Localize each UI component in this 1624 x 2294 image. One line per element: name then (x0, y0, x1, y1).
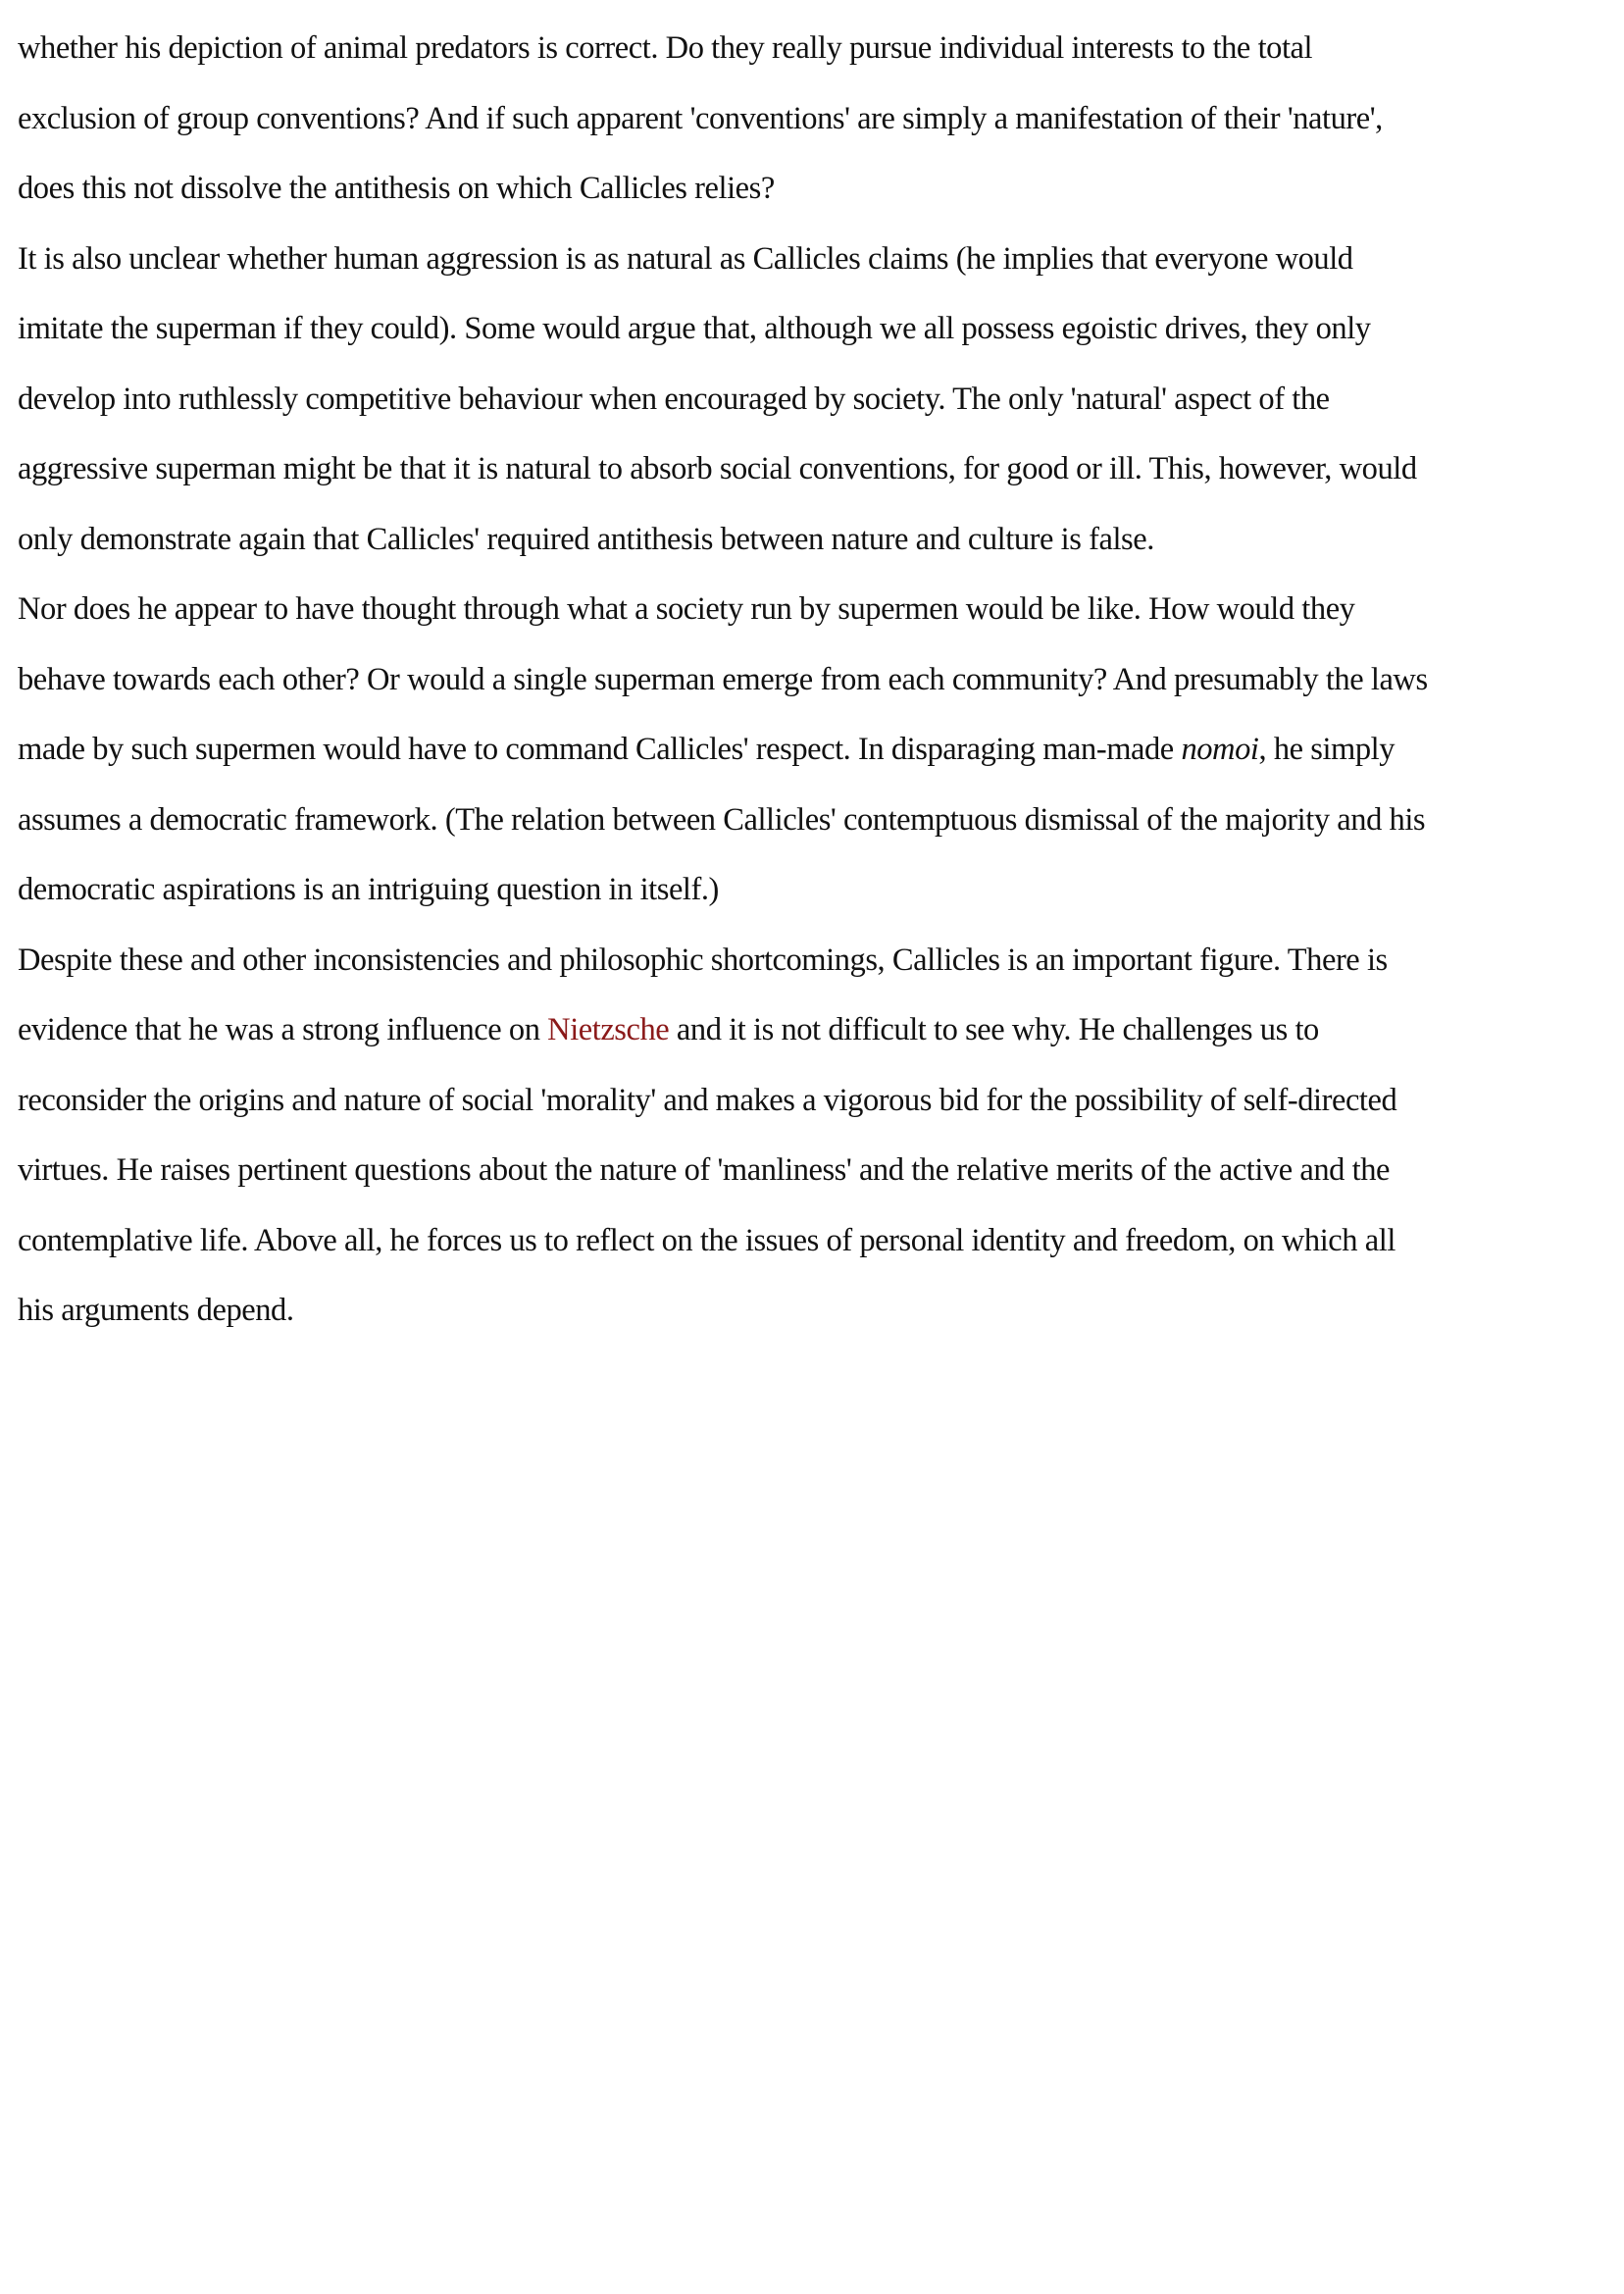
text-line: imitate the superman if they could). Some would argue that, although we all possess egoistic drives, they only (18, 311, 1371, 346)
text-line: does this not dissolve the antithesis on which Callicles relies? (18, 171, 775, 206)
text-segment: and it is not difficult to see why. He challenges us to (669, 1012, 1319, 1047)
text-segment: made by such supermen would have to command Callicles' respect. In disparaging man-made (18, 732, 1182, 767)
text-line: It is also unclear whether human aggression is as natural as Callicles claims (he implies that everyone would (18, 240, 1353, 277)
text-line: democratic aspirations is an intriguing question in itself.) (18, 872, 719, 907)
nomoi-emphasis: nomoi (1181, 732, 1259, 767)
text-line: exclusion of group conventions? And if such apparent 'conventions' are simply a manifestation of their 'nature', (18, 100, 1383, 136)
nietzsche-link[interactable]: Nietzsche (547, 1012, 670, 1047)
text-line: reconsider the origins and nature of social 'morality' and makes a vigorous bid for the possibility of self-directed (18, 1082, 1397, 1118)
text-line (18, 995, 1469, 1066)
text-segment: evidence that he was a strong influence on (18, 1012, 548, 1047)
text-line: develop into ruthlessly competitive behaviour when encouraged by society. The only 'natural' aspect of the (18, 381, 1330, 417)
text-line: Despite these and other inconsistencies and philosophic shortcomings, Callicles is an important figure. There is (18, 942, 1388, 978)
paragraph-society-of-supermen (18, 575, 1469, 926)
document-page (18, 14, 1469, 1347)
text-line: behave towards each other? Or would a single superman emerge from each community? And presumably the laws (18, 661, 1428, 697)
text-line: assumes a democratic framework. (The relation between Callicles' contemptuous dismissal of the majority and his (18, 801, 1426, 838)
text-line: virtues. He raises pertinent questions about the nature of 'manliness' and the relative merits of the active and the (18, 1152, 1390, 1188)
paragraph-callicles-importance (18, 926, 1469, 1347)
text-line: only demonstrate again that Callicles' required antithesis between nature and culture is false. (18, 521, 1154, 557)
text-line: aggressive superman might be that it is natural to absorb social conventions, for good or ill. This, however, would (18, 451, 1417, 486)
text-segment: , he simply (1258, 732, 1396, 767)
text-line (18, 715, 1469, 786)
text-line: contemplative life. Above all, he forces us to reflect on the issues of personal identity and freedom, on which all (18, 1222, 1396, 1258)
text-line: Nor does he appear to have thought through what a society run by supermen would be like. How would they (18, 591, 1355, 627)
text-line: whether his depiction of animal predators is correct. Do they really pursue individual interests to the total (18, 30, 1313, 66)
paragraph-animal-predators (18, 14, 1469, 225)
paragraph-human-aggression (18, 225, 1469, 576)
text-line: his arguments depend. (18, 1293, 294, 1328)
